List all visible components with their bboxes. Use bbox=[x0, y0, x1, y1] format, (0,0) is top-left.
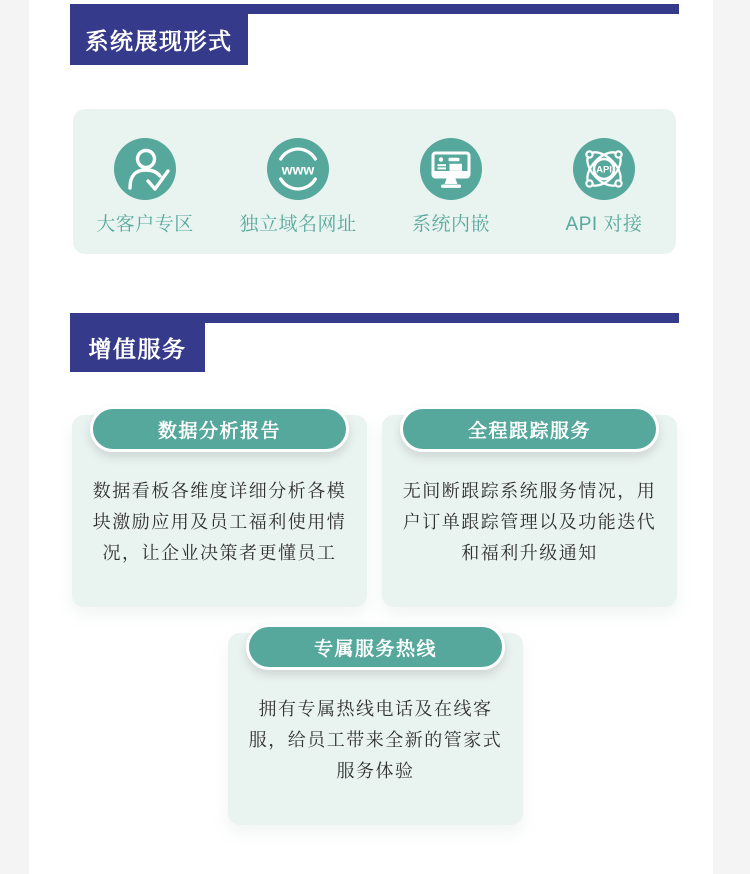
card-tracking-service bbox=[382, 406, 677, 607]
card-service-hotline bbox=[228, 624, 523, 825]
display-item-api bbox=[534, 138, 674, 254]
display-item-label: 系统内嵌 bbox=[411, 214, 490, 235]
user-check-icon bbox=[114, 138, 176, 200]
card-title-pill bbox=[90, 406, 349, 452]
content-area bbox=[29, 0, 713, 874]
card-title-pill bbox=[246, 624, 505, 670]
api-icon-text: API bbox=[596, 164, 612, 176]
section-display-top-bar bbox=[70, 4, 679, 14]
card-title: 数据分析报告 bbox=[157, 420, 281, 442]
display-forms-panel bbox=[73, 109, 676, 254]
display-item-domain bbox=[228, 138, 368, 254]
section-display-title-block bbox=[70, 14, 248, 65]
section-services-title-block bbox=[70, 323, 205, 372]
display-item-embed bbox=[381, 138, 521, 254]
display-item-label: 独立域名网址 bbox=[239, 214, 357, 235]
card-body-line: 无间断跟踪系统服务情况，用 bbox=[402, 481, 657, 501]
api-orbit-icon bbox=[573, 138, 635, 200]
card-body-line: 拥有专属热线电话及在线客 bbox=[258, 699, 493, 719]
card-data-analysis bbox=[72, 406, 367, 607]
card-title: 专属服务热线 bbox=[313, 638, 437, 660]
display-item-label: API 对接 bbox=[565, 214, 643, 235]
card-body-line: 块激励应用及员工福利使用情 bbox=[92, 512, 347, 532]
card-body-line: 况，让企业决策者更懂员工 bbox=[102, 543, 337, 563]
card-title: 全程跟踪服务 bbox=[467, 420, 591, 442]
card-title-pill bbox=[400, 406, 659, 452]
monitor-icon bbox=[420, 138, 482, 200]
card-body-line: 服务体验 bbox=[336, 761, 415, 781]
card-body-line: 和福利升级通知 bbox=[461, 543, 598, 563]
card-body-line: 户订单跟踪管理以及功能迭代 bbox=[402, 512, 657, 532]
www-globe-icon bbox=[267, 138, 329, 200]
display-item-label: 大客户专区 bbox=[96, 214, 194, 235]
section-services-title: 增值服务 bbox=[88, 336, 187, 362]
section-display-title: 系统展现形式 bbox=[85, 28, 233, 54]
card-body-line: 服，给员工带来全新的管家式 bbox=[248, 730, 503, 750]
section-services-top-bar bbox=[70, 313, 679, 323]
display-item-vip-zone bbox=[75, 138, 215, 254]
card-body-line: 数据看板各维度详细分析各模 bbox=[92, 481, 347, 501]
www-icon-text: www bbox=[281, 161, 315, 178]
